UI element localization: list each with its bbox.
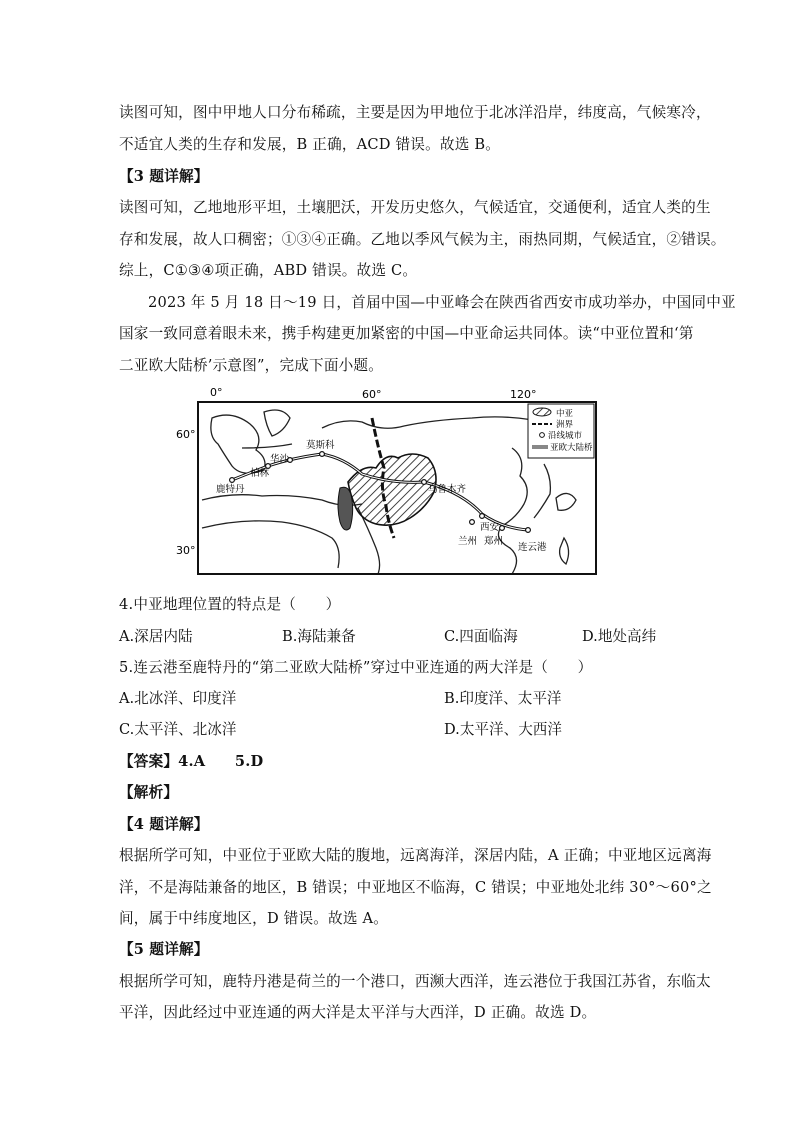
city-urumqi: 乌鲁木齐 <box>428 484 467 495</box>
q4-body-line3: 间，属于中纬度地区，D 错误。故选 A。 <box>119 910 389 927</box>
q4-option-a: A.深居内陆 <box>119 628 193 645</box>
intro-line2: 国家一致同意着眼未来，携手构建更加紧密的中国—中亚命运共同体。读“中亚位置和‘第 <box>119 325 694 342</box>
q5-body-line1: 根据所学可知，鹿特丹港是荷兰的一个港口，西濒大西洋，连云港位于我国江苏省，东临太 <box>119 973 711 990</box>
q4-body-line1: 根据所学可知，中亚位于亚欧大陆的腹地，远离海洋，深居内陆，A 正确；中亚地区远离海 <box>119 847 712 864</box>
q4-heading: 【4 题详解】 <box>119 816 209 833</box>
q5-option-d: D.太平洋、大西洋 <box>444 721 562 738</box>
q5-heading: 【5 题详解】 <box>119 941 209 958</box>
legend-city-swatch <box>540 433 545 438</box>
lat-label-30: 30° <box>176 544 196 557</box>
q4-stem: 4.中亚地理位置的特点是（ ） <box>119 596 341 613</box>
legend-route-city: 沿线城市 <box>548 431 583 441</box>
q3-heading: 【3 题详解】 <box>119 168 209 185</box>
q3-body-line1: 读图可知，乙地地形平坦，土壤肥沃，开发历史悠久，气候适宜，交通便利，适宜人类的生 <box>119 199 711 216</box>
legend-land-bridge: 亚欧大陆桥 <box>550 443 593 453</box>
city-rotterdam: 鹿特丹 <box>216 484 245 495</box>
q4-option-b: B.海陆兼备 <box>282 628 356 645</box>
city-zhengzhou: 郑州 <box>484 536 504 547</box>
lon-label-60: 60° <box>362 388 382 401</box>
map-figure <box>172 388 624 578</box>
q4-option-c: C.四面临海 <box>444 628 518 645</box>
city-xian: 西安 <box>480 522 500 533</box>
city-moscow: 莫斯科 <box>306 440 335 451</box>
legend-boundary: 洲界 <box>556 420 574 430</box>
intro-line1: 2023 年 5 月 18 日～19 日，首届中国—中亚峰会在陕西省西安市成功举办，中国同中亚 <box>148 294 736 311</box>
intro-line3: 二亚欧大陆桥’示意图”，完成下面小题。 <box>119 357 383 374</box>
city-lanzhou: 兰州 <box>458 536 478 547</box>
analysis-heading: 【解析】 <box>119 784 179 801</box>
q3-body-line3: 综上，C①③④项正确，ABD 错误。故选 C。 <box>119 262 418 279</box>
city-warsaw: 华沙 <box>270 454 290 465</box>
q5-option-c: C.太平洋、北冰洋 <box>119 721 237 738</box>
q3-body-line2: 存和发展，故人口稠密；①③④正确。乙地以季风气候为主，雨热同期，气候适宜，②错误。 <box>119 231 726 248</box>
section2-tail-line1: 读图可知，图中甲地人口分布稀疏，主要是因为甲地位于北冰洋沿岸，纬度高，气候寒冷， <box>119 104 711 121</box>
lon-label-0: 0° <box>210 388 223 399</box>
q5-body-line2: 平洋，因此经过中亚连通的两大洋是太平洋与大西洋，D 正确。故选 D。 <box>119 1004 597 1021</box>
city-lianyungang: 连云港 <box>518 542 547 553</box>
q5-option-b: B.印度洋、太平洋 <box>444 690 562 707</box>
central-asia-map <box>172 388 624 578</box>
lat-label-60: 60° <box>176 428 196 441</box>
q5-stem: 5.连云港至鹿特丹的“第二亚欧大陆桥”穿过中亚连通的两大洋是（ ） <box>119 659 593 676</box>
legend-central-asia-swatch <box>533 408 551 416</box>
answer-line: 【答案】4.A 5.D <box>119 753 264 770</box>
q4-body-line2: 洋，不是海陆兼备的地区，B 错误；中亚地区不临海，C 错误；中亚地处北纬 30°～60°之 <box>119 879 712 896</box>
lon-label-120: 120° <box>510 388 537 401</box>
section2-tail-line2: 不适宜人类的生存和发展，B 正确，ACD 错误。故选 B。 <box>119 136 501 153</box>
caspian-sea <box>338 487 353 530</box>
q5-option-a: A.北冰洋、印度洋 <box>119 690 237 707</box>
legend-central-asia: 中亚 <box>556 409 574 419</box>
q4-option-d: D.地处高纬 <box>582 628 657 645</box>
city-berlin: 柏林 <box>250 468 270 479</box>
